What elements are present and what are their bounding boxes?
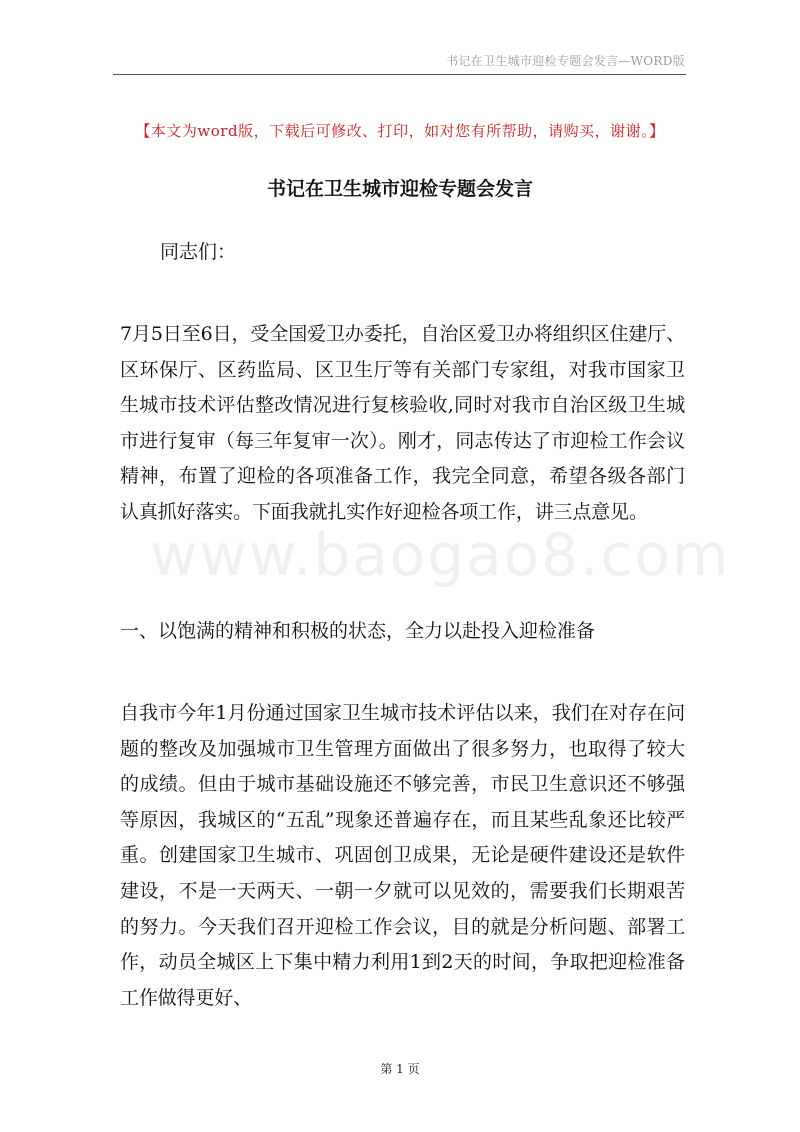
greeting: 同志们： — [160, 241, 237, 263]
section-heading-1: 一、以饱满的精神和积极的状态，全力以赴投入迎检准备 — [120, 620, 596, 642]
document-title: 书记在卫生城市迎检专题会发言 — [266, 178, 533, 200]
running-header: 书记在卫生城市迎检专题会发言—WORD版 — [446, 54, 685, 68]
paragraph-1: 7月5日至6日，受全国爱卫办委托，自治区爱卫办将组织区住建厅、区环保厅、区药监局、区卫生厅等有关部门专家组，对我市国家卫生城市技术评估整改情况进行复核验收,同时对我市自治区级卫生城市进行复审（每三年复审一次）。刚才，同志传达了市迎检工作会议精神，布置了迎检的各项准备工作，我完全同意，希望各级各部门认真抓好落实。下面我就扎实作好迎检各项工作，讲三点意见。 — [120, 323, 685, 523]
paragraph-2: 自我市今年1月份通过国家卫生城市技术评估以来，我们在对存在问题的整改及加强城市卫生管理方面做出了很多努力，也取得了较大的成绩。但由于城市基础设施还不够完善，市民卫生意识还不够强等原因，我城区的“五乱”现象还普遍存在，而且某些乱象还比较严重。创建国家卫生城市、巩固创卫成果，无论是硬件建设还是软件建设，不是一天两天、一朝一夕就可以见效的，需要我们长期艰苦的努力。今天我们召开迎检工作会议，目的就是分析问题、部署工作，动员全城区上下集中精力利用1到2天的时间，争取把迎检准备工作做得更好、 — [120, 702, 685, 1009]
page-number: 第 1 页 — [380, 1062, 420, 1076]
header-rule — [113, 74, 686, 75]
watermark: www.baogao8.com — [150, 521, 731, 589]
purchase-notice: 【本文为word版，下载后可修改、打印，如对您有所帮助，请购买，谢谢。】 — [135, 122, 665, 140]
